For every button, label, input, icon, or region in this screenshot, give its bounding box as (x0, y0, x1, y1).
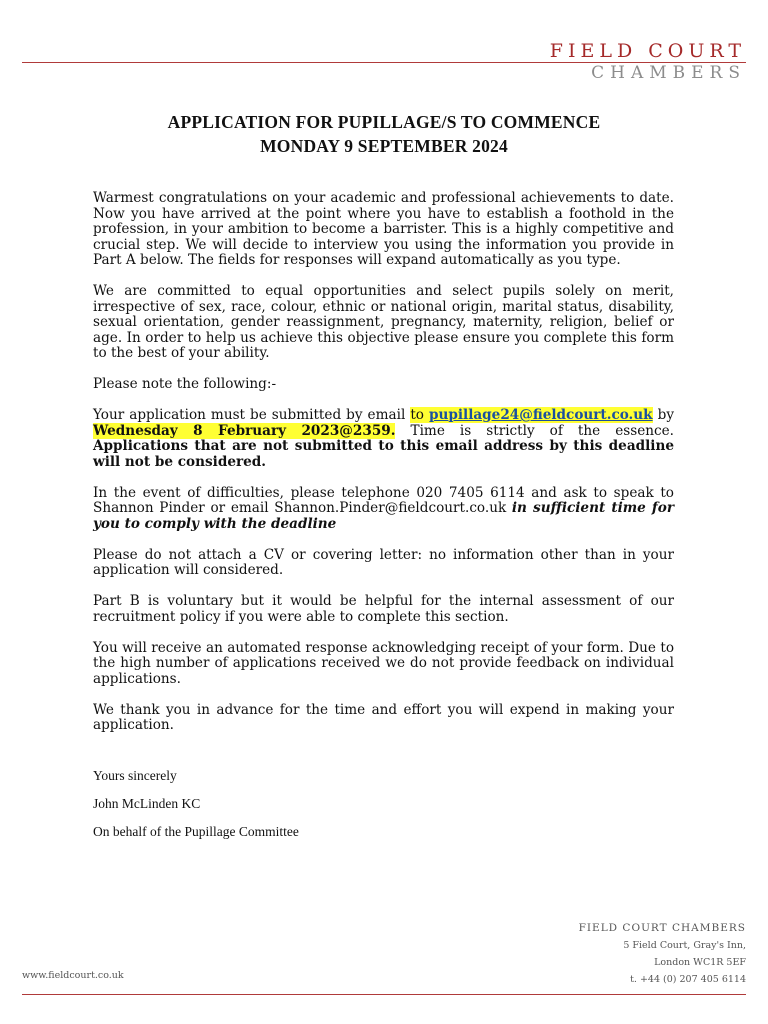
difficulties-text: In the event of difficulties, please telephone 020 7405 6114 and ask to speak to Shannon Pinder or email Shannon.Pinder@fieldcourt.co.uk (93, 484, 674, 516)
header-rule (22, 62, 746, 63)
paragraph-intro: Warmest congratulations on your academic and professional achievements to date. Now you have arrived at the point where you have to establish a foothold in the profession, in your ambition to become a barrister. This is a highly competitive and crucial step. We will decide to interview you using the information you provide in Part A below. The fields for responses will expand automatically as you type. (93, 190, 674, 268)
title-line-2: MONDAY 9 SEPTEMBER 2024 (260, 136, 508, 156)
footer-address-line-2: London WC1R 5EF (654, 957, 746, 968)
signoff (93, 768, 299, 852)
footer-rule (22, 994, 746, 995)
page-title (0, 110, 768, 158)
paragraph-part-b: Part B is voluntary but it would be helpful for the internal assessment of our recruitment policy if you were able to complete this section. (93, 593, 674, 625)
footer-website: www.fieldcourt.co.uk (22, 970, 124, 981)
signoff-behalf: On behalf of the Pupillage Committee (93, 824, 299, 839)
signoff-name: John McLinden KC (93, 796, 201, 811)
title-line-1: APPLICATION FOR PUPILLAGE/S TO COMMENCE (167, 112, 601, 132)
submission-text: Your application must be submitted by email (93, 407, 411, 423)
submission-warning: Applications that are not submitted to this email address by this deadline will not be considered. (93, 438, 674, 470)
submission-essence: Time is strictly of the essence. (395, 422, 674, 439)
paragraph-submission (93, 408, 674, 470)
paragraph-note: Please note the following:- (93, 376, 277, 392)
submission-by: by (657, 407, 675, 423)
footer-phone: t. +44 (0) 207 405 6114 (630, 974, 746, 985)
letter-body (93, 191, 674, 749)
email-link-pupillage[interactable]: pupillage24@fieldcourt.co.uk (428, 407, 653, 423)
footer-address (579, 920, 746, 988)
paragraph-difficulties (93, 486, 674, 533)
signoff-closing: Yours sincerely (93, 768, 177, 783)
footer-chambers-name: FIELD COURT CHAMBERS (578, 922, 746, 934)
paragraph-acknowledgement: You will receive an automated response acknowledging receipt of your form. Due to the high number of applications received we do not provide feedback on individual applications. (93, 639, 674, 687)
paragraph-thanks: We thank you in advance for the time and effort you will expend in making your application. (93, 701, 674, 733)
difficulties-emphasis: in sufficient time for you to comply with the deadline (93, 500, 674, 532)
logo-line-field-court: FIELD COURT (549, 40, 746, 62)
footer-address-line-1: 5 Field Court, Gray's Inn, (623, 940, 746, 951)
paragraph-no-cv: Please do not attach a CV or covering letter: no information other than in your application will considered. (93, 546, 674, 578)
logo-line-chambers: CHAMBERS (591, 63, 746, 83)
paragraph-equal-opportunities: We are committed to equal opportunities and select pupils solely on merit, irrespective of sex, race, colour, ethnic or national origin, marital status, disability, sexual orientation, gender reassignment, pregnancy, maternity, religion, belief or age. In order to help us achieve this objective please ensure you complete this form to the best of your ability. (93, 283, 674, 361)
highlight-to: to (410, 407, 429, 423)
deadline-highlight: Wednesday 8 February 2023@2359. (93, 422, 396, 439)
